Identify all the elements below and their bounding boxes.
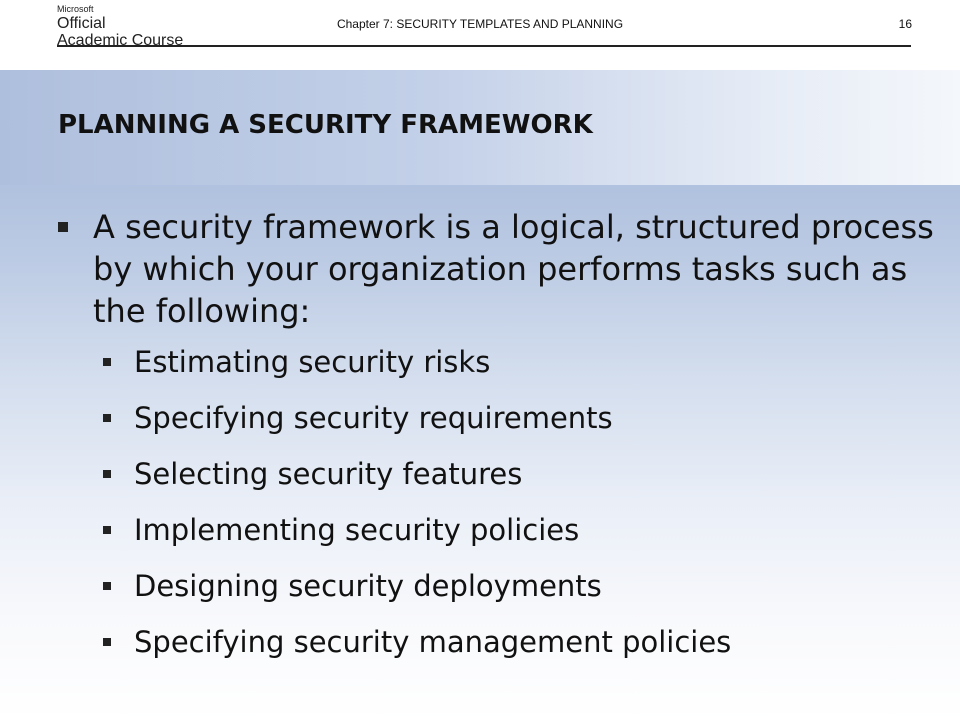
square-bullet-icon [103,470,111,478]
chapter-header: Chapter 7: SECURITY TEMPLATES AND PLANNING [336,17,624,31]
logo-line-official: Official [57,15,106,32]
sub-bullet [103,452,943,508]
sub-bullet [103,508,943,564]
slide-title: PLANNING A SECURITY FRAMEWORK [58,110,593,140]
square-bullet-icon [103,414,111,422]
logo-line-academic-course: Academic Course [57,32,184,49]
sub-bullet-text: Estimating security risks [134,345,491,379]
square-bullet-icon [103,358,111,366]
square-bullet-icon [58,222,68,232]
sub-bullet [103,340,943,396]
square-bullet-icon [103,582,111,590]
page-number: 16 [898,17,912,31]
main-bullet [58,206,938,332]
square-bullet-icon [103,638,111,646]
sub-bullet-text: Implementing security policies [134,513,580,547]
sub-bullet [103,564,943,620]
sub-bullet [103,396,943,452]
sub-bullet-text: Selecting security features [134,457,523,491]
sub-bullet-text: Specifying security requirements [134,401,613,435]
sub-bullet-list [103,340,943,676]
sub-bullet-text: Designing security deployments [134,569,602,603]
header-divider [57,45,911,47]
sub-bullet-text: Specifying security management policies [134,625,732,659]
sub-bullet [103,620,943,676]
square-bullet-icon [103,526,111,534]
main-bullet-text: A security framework is a logical, structured process by which your organization performs tasks such as the following: [93,208,934,330]
logo-brand: Microsoft [57,4,94,14]
